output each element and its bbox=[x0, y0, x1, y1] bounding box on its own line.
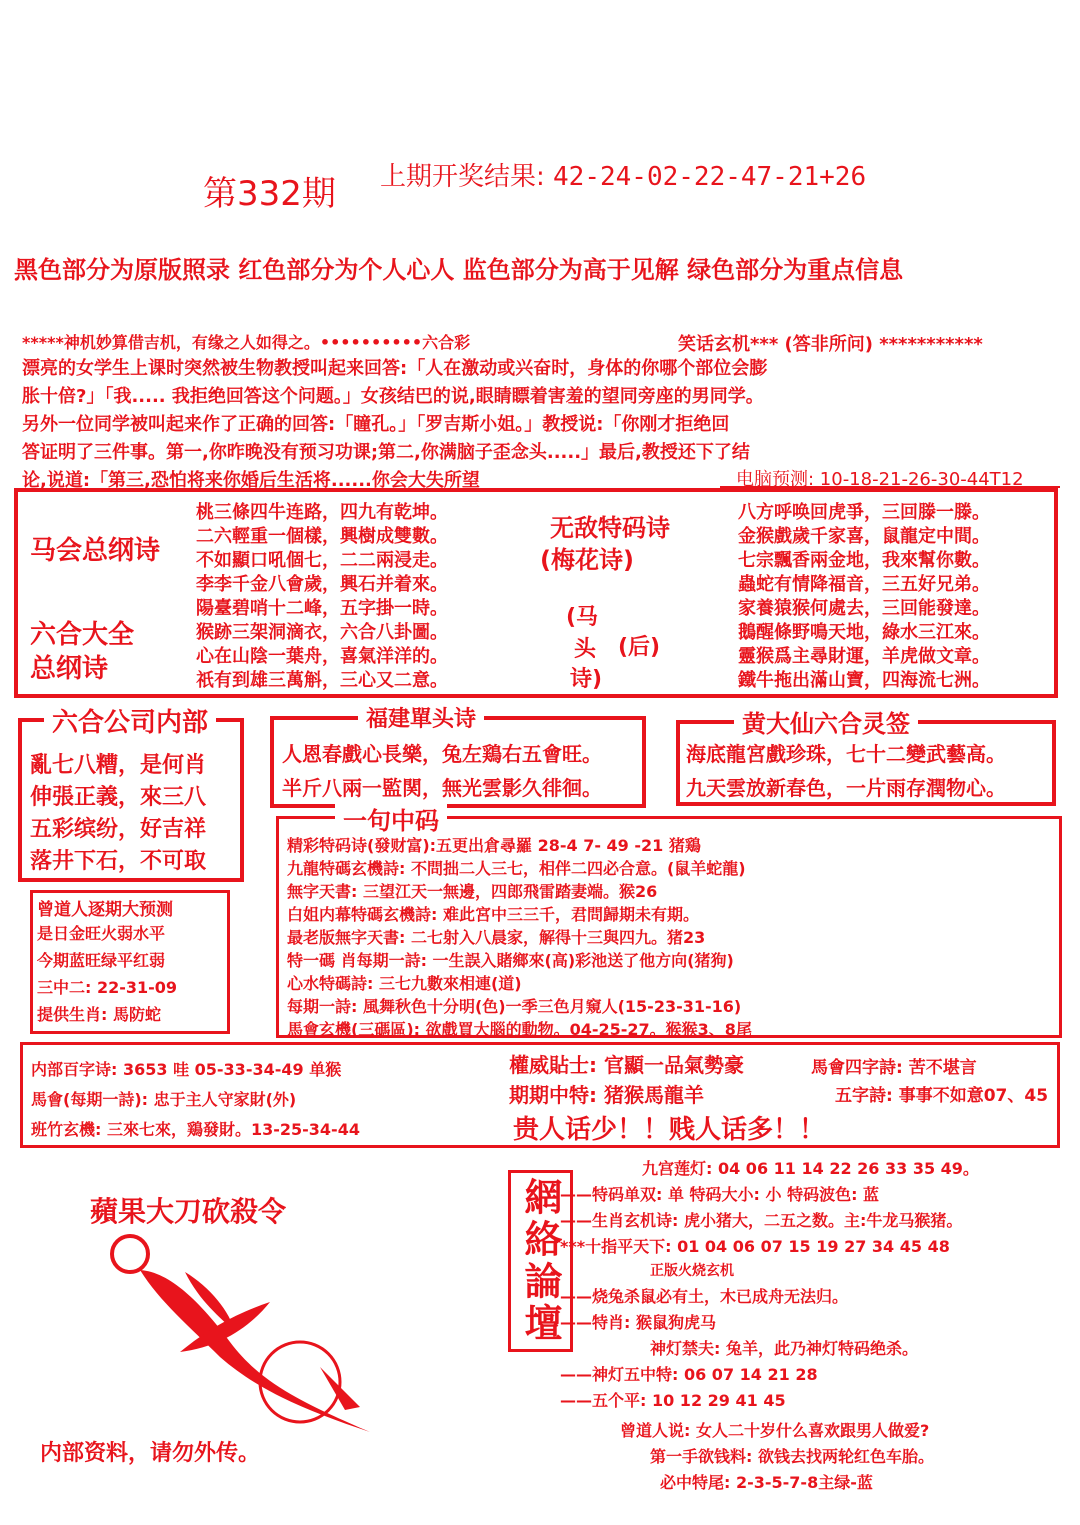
poem-title-2b: 总纲诗 bbox=[30, 654, 109, 684]
inner-left-line: 馬會(每期一詩): 忠于主人守家財(外) bbox=[31, 1090, 297, 1109]
company-line: 伸張正義，來三八 bbox=[30, 785, 207, 810]
yiju-title: 一句中码 bbox=[335, 801, 447, 836]
yiju-line: 精彩特码诗(發财富):五更出倉尋羅 28-4 7- 49 -21 猪鶏 bbox=[287, 836, 701, 855]
forum-line: ***十指平天下: 01 04 06 07 15 19 27 34 45 48 bbox=[560, 1237, 950, 1256]
center-note: (后) bbox=[618, 635, 661, 660]
last-result-label: 上期开奖结果: bbox=[380, 162, 545, 192]
slogan: 贵人话少！！贱人话多！！ bbox=[513, 1115, 826, 1145]
fujian-title: 福建單头诗 bbox=[358, 702, 484, 733]
yiju-line: 特一碼 肖每期一詩: 一生誤入賭鄉來(高)彩池送了他方向(猪狗) bbox=[287, 951, 734, 970]
poem-line: 七宗飄香兩金地，我來幫你數。 bbox=[738, 550, 990, 571]
yiju-line: 每期一詩: 風舞秋色十分明(色)一季三色月窺人(15-23-31-16) bbox=[287, 997, 742, 1016]
company-line: 亂七八糟，是何肖 bbox=[30, 753, 207, 778]
apple-title: 蘋果大刀砍殺令 bbox=[90, 1195, 287, 1228]
huang-line: 九天雲放新春色，一片雨存潤物心。 bbox=[686, 776, 1006, 800]
forum-vertical-title: 網絡論壇 bbox=[508, 1170, 573, 1352]
story-line1: *****神机妙算借吉机，有缘之人如得之。••••••••••六合彩 bbox=[22, 333, 471, 352]
poem-line: 鵝醒條野鳴天地，綠水三江來。 bbox=[738, 622, 990, 643]
poem-line: 祇有到雄三萬斛，三心又二意。 bbox=[196, 670, 448, 691]
yiju-line: 心水特碼詩: 三七九數來相連(道) bbox=[287, 974, 522, 993]
poem-title-2a: 六合大全 bbox=[30, 620, 135, 650]
forum-line: 第一手欲钱料: 欲钱去找两轮红色车胎。 bbox=[650, 1447, 934, 1466]
poem-line: 蟲蛇有情降福音，三五好兄弟。 bbox=[738, 574, 990, 595]
center-note: 头 bbox=[574, 637, 597, 662]
five-word-poem: 五字詩: 事事不如意07、45 bbox=[835, 1086, 1049, 1106]
forum-line: 九宫莲灯: 04 06 11 14 22 26 33 35 49。 bbox=[642, 1159, 979, 1178]
mahui-four-word: 馬會四字詩: 苦不堪言 bbox=[811, 1058, 977, 1078]
poem-line: 心在山陰一葉舟，喜氣洋洋的。 bbox=[196, 646, 448, 667]
center-note: 诗) bbox=[570, 667, 603, 692]
poem-column-left bbox=[196, 498, 448, 690]
computer-forecast: 电脑预测: 10-18-21-26-30-44T12 bbox=[736, 469, 1024, 490]
center-subtitle: (梅花诗) bbox=[540, 546, 634, 574]
forum-line: ——五个平: 10 12 29 41 45 bbox=[560, 1391, 786, 1410]
yiju-line: 無字天書: 三望江天一無邊，四郎飛雷踏妻端。猴26 bbox=[287, 882, 658, 901]
story-line: 胀十倍?」「我..... 我拒绝回答这个问题。」女孩结巴的说,眼睛瞟着害羞的望同旁座的男同学。 bbox=[22, 386, 764, 407]
poem-line: 八方呼唤回虎爭，三回滕一滕。 bbox=[738, 502, 990, 523]
poem-line: 靈猴爲主尋財運，羊虎做文章。 bbox=[738, 646, 990, 667]
poem-line: 李李千金八會歲，興石并着來。 bbox=[196, 574, 448, 595]
forum-line: ——生肖玄机诗: 虎小猪大，二五之数。主:牛龙马猴猪。 bbox=[560, 1211, 963, 1230]
inner-left-line: 内部百字诗: 3653 哇 05-33-34-49 单猴 bbox=[31, 1060, 342, 1079]
forum-line: ——特码单双: 单 特码大小: 小 特码波色: 蓝 bbox=[560, 1185, 880, 1204]
poem-line: 猴跡三架洞滴衣，六合八卦圖。 bbox=[196, 622, 448, 643]
fujian-line: 人恩春戲心長樂，兔左鶏右五會旺。 bbox=[282, 742, 602, 766]
last-result bbox=[380, 156, 866, 193]
poem-box bbox=[14, 488, 1058, 698]
yiju-line: 九龍特碼玄機詩: 不問拙二人三七，相伴二四必合意。(鼠羊蛇龍) bbox=[287, 859, 746, 878]
forecast-title: 曾道人逐期大预测 bbox=[37, 900, 173, 920]
yiju-line: 白姐内幕特碼玄機詩: 难此宮中三三千，君問歸期未有期。 bbox=[287, 905, 699, 924]
huang-line: 海底龍宮戲珍珠，七十二變武藝高。 bbox=[686, 742, 1006, 766]
huang-title: 黄大仙六合灵签 bbox=[734, 704, 918, 739]
knife-graphic bbox=[60, 1232, 420, 1442]
poem-line: 鐵牛拖出滿山寶，四海流七洲。 bbox=[738, 670, 990, 691]
story-line: 答证明了三件事。第一,你昨晚没有预习功课;第二,你满脑子歪念头.....」最后,教授还下了结 bbox=[22, 442, 750, 463]
forecast-line: 是日金旺火弱水平 bbox=[37, 924, 166, 943]
yiju-line: 馬會玄機(三碼區): 欲戲買大腦的動物。04-25-27。猴猴3、8尾 bbox=[287, 1020, 752, 1039]
company-title: 六合公司内部 bbox=[44, 702, 216, 739]
fujian-line: 半斤八兩一監関，無光雲影久徘徊。 bbox=[282, 776, 602, 800]
poem-line: 陽臺碧哨十二峰，五字掛一時。 bbox=[196, 598, 448, 619]
forum-line: 曾道人说: 女人二十岁什么喜欢跟男人做爱? bbox=[620, 1421, 930, 1440]
poem-line: 桃三條四牛连路，四九有乾坤。 bbox=[196, 502, 448, 523]
forum-line: ——烧兔杀鼠必有土，木已成舟无法归。 bbox=[560, 1287, 849, 1306]
forecast-line: 提供生肖: 馬防蛇 bbox=[37, 1005, 161, 1024]
inner-box bbox=[20, 1042, 1060, 1148]
fujian-box bbox=[270, 707, 646, 808]
forecast-line: 三中二: 22-31-09 bbox=[37, 978, 178, 997]
forecast-box bbox=[30, 890, 230, 1034]
forum-list bbox=[560, 1156, 979, 1496]
forum-line: 必中特尾: 2-3-5-7-8主绿-蓝 bbox=[660, 1473, 873, 1492]
issue-number: 第332期 bbox=[203, 174, 336, 214]
poem-column-right bbox=[738, 498, 990, 690]
huang-box bbox=[676, 710, 1056, 806]
forum-line: 神灯禁夫: 兔羊，此乃神灯特码绝杀。 bbox=[650, 1339, 918, 1358]
yiju-box bbox=[276, 807, 1062, 1039]
poem-title-1: 马会总纲诗 bbox=[30, 536, 161, 566]
footer-note: 内部资料，请勿外传。 bbox=[40, 1441, 261, 1466]
poem-line: 金猴戲歲千家喜，鼠龍定中間。 bbox=[738, 526, 990, 547]
forum-line: 正版火烧玄机 bbox=[650, 1263, 734, 1279]
story-line: 另外一位同学被叫起来作了正确的回答:「瞳孔。」「罗吉斯小姐。」教授说:「你刚才拒绝回 bbox=[22, 414, 730, 435]
company-line: 落井下石，不可取 bbox=[30, 849, 207, 874]
forecast-line: 今期蓝旺绿平红弱 bbox=[37, 951, 166, 970]
poem-line: 二六輕重一個樣，興樹成雙數。 bbox=[196, 526, 448, 547]
story-line: 论,说道:「第三,恐怕将来你婚后生活将......你会大失所望 bbox=[22, 470, 480, 491]
yiju-line: 最老版無字天書: 二七射入八晨家，解得十三與四九。猪23 bbox=[287, 928, 706, 947]
authority-tip: 權威貼士: 官顯一品氣勢豪 bbox=[509, 1053, 744, 1077]
story-line1-right: 笑话玄机*** (答非所问) *********** bbox=[678, 334, 983, 355]
company-line: 五彩缤纷，好吉祥 bbox=[30, 817, 207, 842]
center-note: (马 bbox=[566, 605, 599, 630]
legend-line: 黑色部分为原版照录 红色部分为个人心人 监色部分为高于见解 绿色部分为重点信息 bbox=[14, 256, 904, 284]
story-line: 漂亮的女学生上课时突然被生物教授叫起来回答:「人在激动或兴奋时，身体的你哪个部位会膨 bbox=[22, 358, 768, 379]
poem-line: 家養猿猴何處去，三回能發達。 bbox=[738, 598, 990, 619]
poem-line: 不如顯口吼個七，二二兩浸走。 bbox=[196, 550, 448, 571]
forum-line: ——神灯五中特: 06 07 14 21 28 bbox=[560, 1365, 818, 1384]
center-title: 无敌特码诗 bbox=[550, 514, 670, 542]
period-special: 期期中特: 猪猴馬龍羊 bbox=[509, 1083, 704, 1107]
last-result-numbers: 42-24-02-22-47-21+26 bbox=[553, 162, 867, 192]
company-box bbox=[18, 708, 244, 882]
inner-left-line: 班竹玄機: 三來七來，鶏發財。13-25-34-44 bbox=[31, 1120, 360, 1139]
forum-line: ——特肖: 猴鼠狗虎马 bbox=[560, 1313, 716, 1332]
